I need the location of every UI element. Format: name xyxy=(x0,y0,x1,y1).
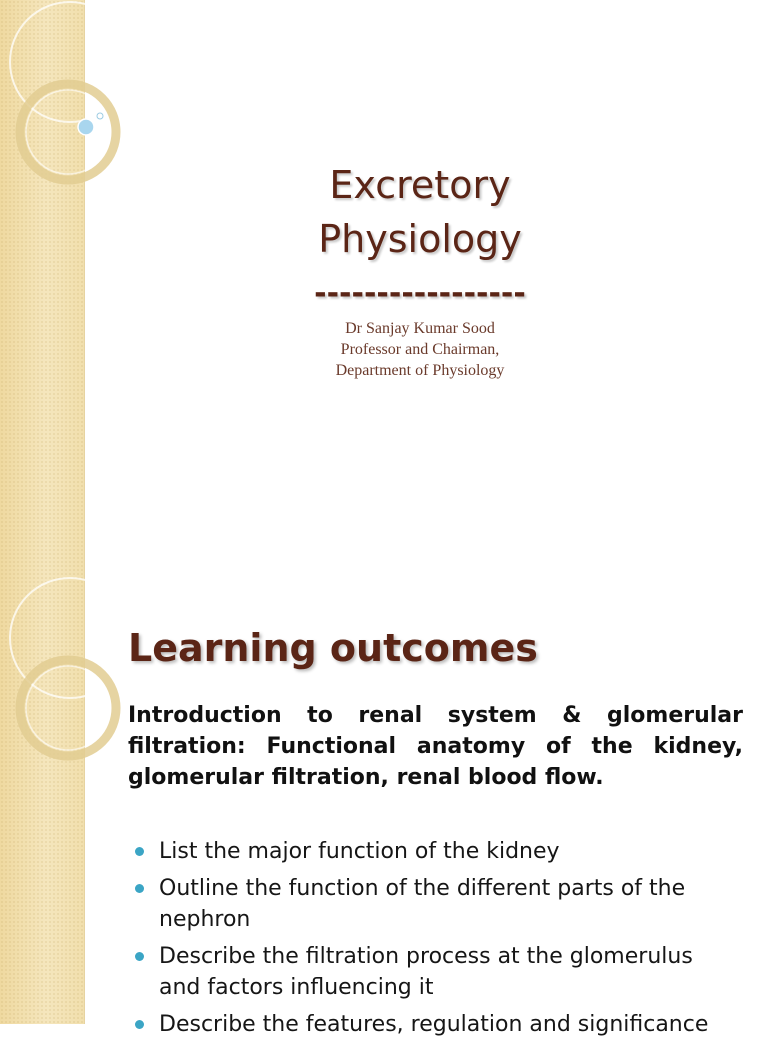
list-item-text: Describe the features, regulation and significance xyxy=(159,1012,709,1037)
list-item xyxy=(130,873,740,935)
outcomes-list xyxy=(130,836,740,1046)
bullet-icon xyxy=(135,884,144,893)
bullet-icon xyxy=(135,1020,144,1029)
author-block xyxy=(260,318,580,381)
list-item xyxy=(130,941,740,1003)
title-line-1: Excretory xyxy=(329,163,511,207)
slide-title xyxy=(230,158,610,266)
author-name: Dr Sanjay Kumar Sood xyxy=(345,320,495,337)
intro-paragraph: Introduction to renal system & glomerular filtration: Functional anatomy of the kidney, glomerular filtration, renal blood flow. xyxy=(128,703,743,790)
slide-heading: Learning outcomes xyxy=(128,626,538,670)
decorative-rings xyxy=(0,576,140,776)
decorative-rings xyxy=(0,0,140,200)
title-line-2: Physiology xyxy=(318,217,522,261)
title-separator: ----------------- xyxy=(314,276,526,311)
author-role: Professor and Chairman, xyxy=(340,341,500,358)
list-item-text: List the major function of the kidney xyxy=(159,839,560,864)
list-item-text: Outline the function of the different parts of the nephron xyxy=(159,876,686,932)
author-department: Department of Physiology xyxy=(335,362,505,379)
list-item-text: Describe the filtration process at the glomerulus and factors influencing it xyxy=(159,944,693,1000)
list-item xyxy=(130,1009,740,1040)
list-item xyxy=(130,836,740,867)
bullet-icon xyxy=(135,847,144,856)
bullet-icon xyxy=(135,952,144,961)
